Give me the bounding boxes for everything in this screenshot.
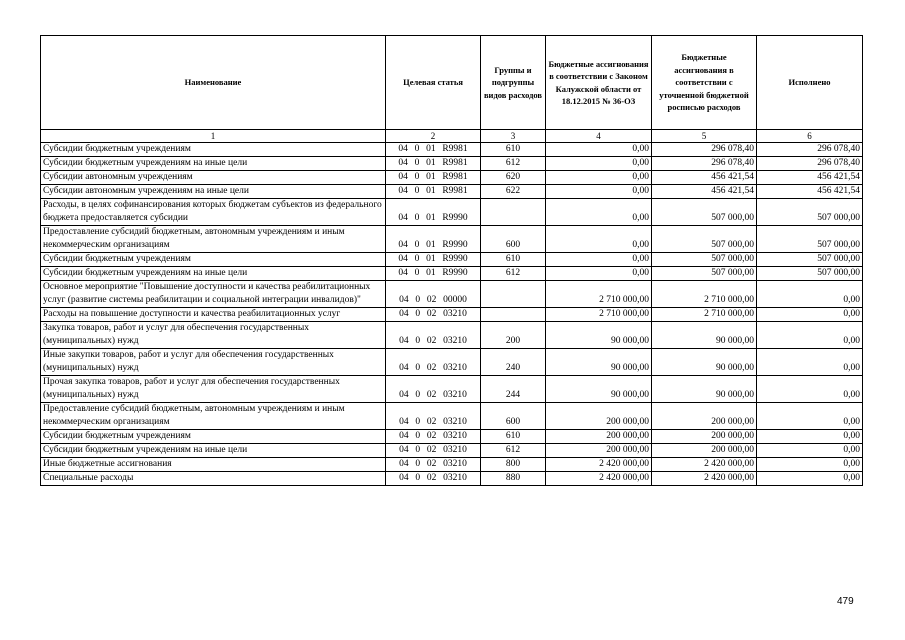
cell-group: 610 bbox=[481, 430, 546, 444]
cell-refined-amount: 296 078,40 bbox=[652, 157, 757, 171]
cell-code: 04 0 02 03210 bbox=[386, 376, 481, 403]
column-number: 4 bbox=[546, 130, 652, 143]
cell-refined-amount: 200 000,00 bbox=[652, 403, 757, 430]
cell-name: Расходы на повышение доступности и качества реабилитационных услуг bbox=[41, 308, 386, 322]
cell-executed-amount: 507 000,00 bbox=[757, 267, 863, 281]
cell-name: Предоставление субсидий бюджетным, автономным учреждениям и иным некоммерческим организациям bbox=[41, 403, 386, 430]
cell-code: 04 0 02 03210 bbox=[386, 472, 481, 486]
cell-name: Иные бюджетные ассигнования bbox=[41, 458, 386, 472]
table-row bbox=[41, 430, 863, 444]
cell-name: Субсидии автономным учреждениям bbox=[41, 171, 386, 185]
cell-law-amount: 0,00 bbox=[546, 199, 652, 226]
header-code: Целевая статья bbox=[386, 36, 481, 130]
cell-executed-amount: 0,00 bbox=[757, 349, 863, 376]
page-number: 479 bbox=[837, 596, 854, 607]
cell-code: 04 0 01 R9981 bbox=[386, 171, 481, 185]
cell-law-amount: 90 000,00 bbox=[546, 322, 652, 349]
cell-group: 612 bbox=[481, 444, 546, 458]
cell-code: 04 0 01 R9981 bbox=[386, 143, 481, 157]
cell-executed-amount: 0,00 bbox=[757, 376, 863, 403]
cell-executed-amount: 456 421,54 bbox=[757, 185, 863, 199]
header-refined: Бюджетные ассигнования в соответствии с уточненной бюджетной росписью расходов bbox=[652, 36, 757, 130]
table-row bbox=[41, 308, 863, 322]
cell-refined-amount: 90 000,00 bbox=[652, 376, 757, 403]
cell-code: 04 0 02 03210 bbox=[386, 322, 481, 349]
cell-law-amount: 2 420 000,00 bbox=[546, 472, 652, 486]
cell-group bbox=[481, 281, 546, 308]
cell-executed-amount: 296 078,40 bbox=[757, 143, 863, 157]
cell-refined-amount: 2 710 000,00 bbox=[652, 308, 757, 322]
cell-refined-amount: 507 000,00 bbox=[652, 267, 757, 281]
cell-group: 620 bbox=[481, 171, 546, 185]
cell-law-amount: 2 710 000,00 bbox=[546, 308, 652, 322]
cell-refined-amount: 507 000,00 bbox=[652, 226, 757, 253]
cell-group: 622 bbox=[481, 185, 546, 199]
table-row bbox=[41, 157, 863, 171]
cell-refined-amount: 456 421,54 bbox=[652, 185, 757, 199]
cell-code: 04 0 01 R9990 bbox=[386, 199, 481, 226]
cell-group: 200 bbox=[481, 322, 546, 349]
cell-group: 610 bbox=[481, 143, 546, 157]
cell-executed-amount: 0,00 bbox=[757, 430, 863, 444]
cell-name: Расходы, в целях софинансирования которых бюджетам субъектов из федерального бюджета предоставляется субсидии bbox=[41, 199, 386, 226]
header-name: Наименование bbox=[41, 36, 386, 130]
cell-refined-amount: 507 000,00 bbox=[652, 253, 757, 267]
cell-group: 600 bbox=[481, 403, 546, 430]
table-row bbox=[41, 444, 863, 458]
cell-name: Субсидии бюджетным учреждениям на иные цели bbox=[41, 157, 386, 171]
cell-group bbox=[481, 308, 546, 322]
cell-code: 04 0 01 R9990 bbox=[386, 253, 481, 267]
cell-executed-amount: 0,00 bbox=[757, 308, 863, 322]
cell-refined-amount: 90 000,00 bbox=[652, 349, 757, 376]
cell-group: 244 bbox=[481, 376, 546, 403]
column-number: 3 bbox=[481, 130, 546, 143]
cell-name: Субсидии бюджетным учреждениям bbox=[41, 253, 386, 267]
table-row bbox=[41, 171, 863, 185]
cell-executed-amount: 456 421,54 bbox=[757, 171, 863, 185]
cell-executed-amount: 507 000,00 bbox=[757, 199, 863, 226]
cell-executed-amount: 0,00 bbox=[757, 403, 863, 430]
table-row bbox=[41, 253, 863, 267]
cell-name: Субсидии бюджетным учреждениям bbox=[41, 430, 386, 444]
cell-law-amount: 200 000,00 bbox=[546, 430, 652, 444]
cell-name: Субсидии бюджетным учреждениям на иные цели bbox=[41, 267, 386, 281]
cell-refined-amount: 507 000,00 bbox=[652, 199, 757, 226]
cell-law-amount: 200 000,00 bbox=[546, 403, 652, 430]
cell-name: Закупка товаров, работ и услуг для обеспечения государственных (муниципальных) нужд bbox=[41, 322, 386, 349]
column-number-row bbox=[41, 130, 863, 143]
header-executed: Исполнено bbox=[757, 36, 863, 130]
table-row bbox=[41, 376, 863, 403]
cell-code: 04 0 01 R9981 bbox=[386, 157, 481, 171]
table-row bbox=[41, 226, 863, 253]
column-number: 5 bbox=[652, 130, 757, 143]
cell-group: 240 bbox=[481, 349, 546, 376]
cell-code: 04 0 01 R9990 bbox=[386, 226, 481, 253]
cell-name: Предоставление субсидий бюджетным, автономным учреждениям и иным некоммерческим организациям bbox=[41, 226, 386, 253]
cell-code: 04 0 02 03210 bbox=[386, 458, 481, 472]
table-row bbox=[41, 185, 863, 199]
cell-law-amount: 0,00 bbox=[546, 143, 652, 157]
cell-law-amount: 90 000,00 bbox=[546, 349, 652, 376]
cell-executed-amount: 0,00 bbox=[757, 444, 863, 458]
cell-executed-amount: 507 000,00 bbox=[757, 253, 863, 267]
header-row bbox=[41, 36, 863, 130]
cell-code: 04 0 02 03210 bbox=[386, 430, 481, 444]
cell-refined-amount: 2 420 000,00 bbox=[652, 458, 757, 472]
cell-code: 04 0 02 00000 bbox=[386, 281, 481, 308]
cell-law-amount: 0,00 bbox=[546, 185, 652, 199]
cell-executed-amount: 296 078,40 bbox=[757, 157, 863, 171]
header-law: Бюджетные ассигнования в соответствии с Законом Калужской области от 18.12.2015 № 36-ОЗ bbox=[546, 36, 652, 130]
table-row bbox=[41, 403, 863, 430]
cell-group: 600 bbox=[481, 226, 546, 253]
cell-executed-amount: 0,00 bbox=[757, 472, 863, 486]
cell-name: Субсидии бюджетным учреждениям на иные цели bbox=[41, 444, 386, 458]
table-row bbox=[41, 267, 863, 281]
table-row bbox=[41, 322, 863, 349]
cell-law-amount: 200 000,00 bbox=[546, 444, 652, 458]
table-row bbox=[41, 281, 863, 308]
cell-name: Субсидии бюджетным учреждениям bbox=[41, 143, 386, 157]
cell-law-amount: 2 420 000,00 bbox=[546, 458, 652, 472]
cell-group: 610 bbox=[481, 253, 546, 267]
cell-law-amount: 0,00 bbox=[546, 157, 652, 171]
header-group: Группы и подгруппы видов расходов bbox=[481, 36, 546, 130]
cell-law-amount: 0,00 bbox=[546, 226, 652, 253]
cell-refined-amount: 296 078,40 bbox=[652, 143, 757, 157]
cell-refined-amount: 90 000,00 bbox=[652, 322, 757, 349]
cell-executed-amount: 0,00 bbox=[757, 322, 863, 349]
table-row bbox=[41, 472, 863, 486]
table-row bbox=[41, 458, 863, 472]
cell-code: 04 0 02 03210 bbox=[386, 403, 481, 430]
cell-executed-amount: 507 000,00 bbox=[757, 226, 863, 253]
cell-law-amount: 0,00 bbox=[546, 267, 652, 281]
cell-group: 800 bbox=[481, 458, 546, 472]
cell-group: 612 bbox=[481, 157, 546, 171]
cell-name: Субсидии автономным учреждениям на иные цели bbox=[41, 185, 386, 199]
cell-law-amount: 0,00 bbox=[546, 253, 652, 267]
cell-group: 612 bbox=[481, 267, 546, 281]
cell-refined-amount: 200 000,00 bbox=[652, 444, 757, 458]
budget-table bbox=[40, 35, 863, 486]
cell-code: 04 0 01 R9981 bbox=[386, 185, 481, 199]
cell-group bbox=[481, 199, 546, 226]
cell-law-amount: 0,00 bbox=[546, 171, 652, 185]
cell-name: Основное мероприятие "Повышение доступности и качества реабилитационных услуг (развитие системы реабилитации и социальной интеграции инвалидов)" bbox=[41, 281, 386, 308]
cell-name: Прочая закупка товаров, работ и услуг для обеспечения государственных (муниципальных) нужд bbox=[41, 376, 386, 403]
cell-code: 04 0 02 03210 bbox=[386, 444, 481, 458]
table-row bbox=[41, 349, 863, 376]
cell-name: Иные закупки товаров, работ и услуг для обеспечения государственных (муниципальных) нужд bbox=[41, 349, 386, 376]
cell-code: 04 0 02 03210 bbox=[386, 308, 481, 322]
cell-executed-amount: 0,00 bbox=[757, 458, 863, 472]
cell-refined-amount: 2 710 000,00 bbox=[652, 281, 757, 308]
cell-code: 04 0 02 03210 bbox=[386, 349, 481, 376]
table-row bbox=[41, 143, 863, 157]
table-row bbox=[41, 199, 863, 226]
cell-group: 880 bbox=[481, 472, 546, 486]
cell-law-amount: 90 000,00 bbox=[546, 376, 652, 403]
cell-law-amount: 2 710 000,00 bbox=[546, 281, 652, 308]
column-number: 2 bbox=[386, 130, 481, 143]
column-number: 1 bbox=[41, 130, 386, 143]
cell-code: 04 0 01 R9990 bbox=[386, 267, 481, 281]
cell-name: Специальные расходы bbox=[41, 472, 386, 486]
cell-executed-amount: 0,00 bbox=[757, 281, 863, 308]
cell-refined-amount: 2 420 000,00 bbox=[652, 472, 757, 486]
column-number: 6 bbox=[757, 130, 863, 143]
table-body bbox=[41, 143, 863, 486]
cell-refined-amount: 200 000,00 bbox=[652, 430, 757, 444]
cell-refined-amount: 456 421,54 bbox=[652, 171, 757, 185]
